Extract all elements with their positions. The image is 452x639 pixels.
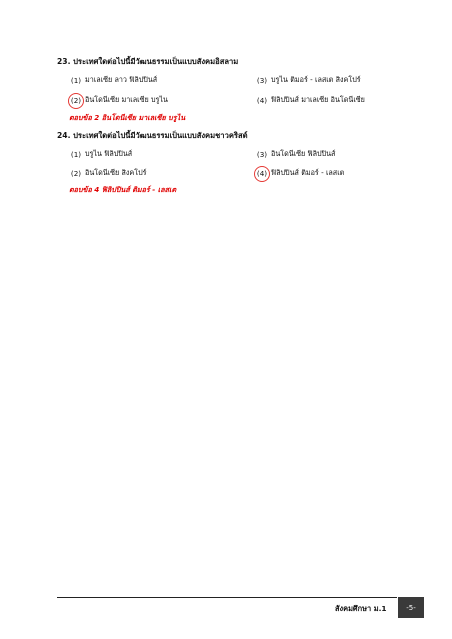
q23-option-1-number: (1) — [70, 76, 82, 85]
q23-option-2-text: อินโดนีเซีย มาเลเซีย บรูไน — [85, 95, 168, 104]
footer-subject-title: สังคมศึกษา ม.1 — [335, 604, 387, 613]
q24-option-1-number: (1) — [70, 150, 82, 159]
question-24: 24. ประเทศใดต่อไปนี้มีวัฒนธรรมเป็นแบบสังคมชาวคริสต์ — [57, 131, 248, 140]
q24-answer: ตอบข้อ 4 ฟิลิปปินส์ ติมอร์ - เลสเต — [69, 185, 177, 194]
q23-option-2 — [69, 95, 168, 106]
q23-option-4 — [255, 95, 365, 106]
q23-option-1 — [69, 75, 157, 86]
q23-option-3 — [255, 75, 361, 86]
q23-option-3-number: (3) — [256, 76, 268, 85]
q23-answer: ตอบข้อ 2 อินโดนีเซีย มาเลเซีย บรูไน — [69, 113, 186, 122]
q24-option-2 — [69, 168, 147, 179]
q23-option-3-text: บรูไน ติมอร์ - เลสเต สิงคโปร์ — [271, 75, 361, 84]
q24-option-4-circled-number: (4) — [256, 169, 268, 178]
q24-option-4-text: ฟิลิปปินส์ ติมอร์ - เลสเต — [271, 168, 345, 177]
q24-option-4 — [255, 168, 344, 179]
q24-option-1-text: บรูไน ฟิลิปปินส์ — [85, 149, 133, 158]
q24-option-2-text: อินโดนีเซีย สิงคโปร์ — [85, 168, 147, 177]
q24-option-1 — [69, 149, 132, 160]
footer-divider — [57, 597, 397, 598]
q23-option-4-text: ฟิลิปปินส์ มาเลเซีย อินโดนีเซีย — [271, 95, 365, 104]
q24-option-3-number: (3) — [256, 150, 268, 159]
q23-option-1-text: มาเลเซีย ลาว ฟิลิปปินส์ — [85, 75, 158, 84]
question-23: 23. ประเทศใดต่อไปนี้มีวัฒนธรรมเป็นแบบสังคมอิสลาม — [57, 57, 239, 66]
q24-option-3-text: อินโดนีเซีย ฟิลิปปินส์ — [271, 149, 336, 158]
q24-option-2-number: (2) — [70, 169, 82, 178]
page-number: -5- — [406, 603, 416, 612]
page-number-badge — [398, 597, 424, 618]
q23-option-4-number: (4) — [256, 96, 268, 105]
q23-option-2-circled-number: (2) — [70, 96, 82, 105]
q24-option-3 — [255, 149, 335, 160]
